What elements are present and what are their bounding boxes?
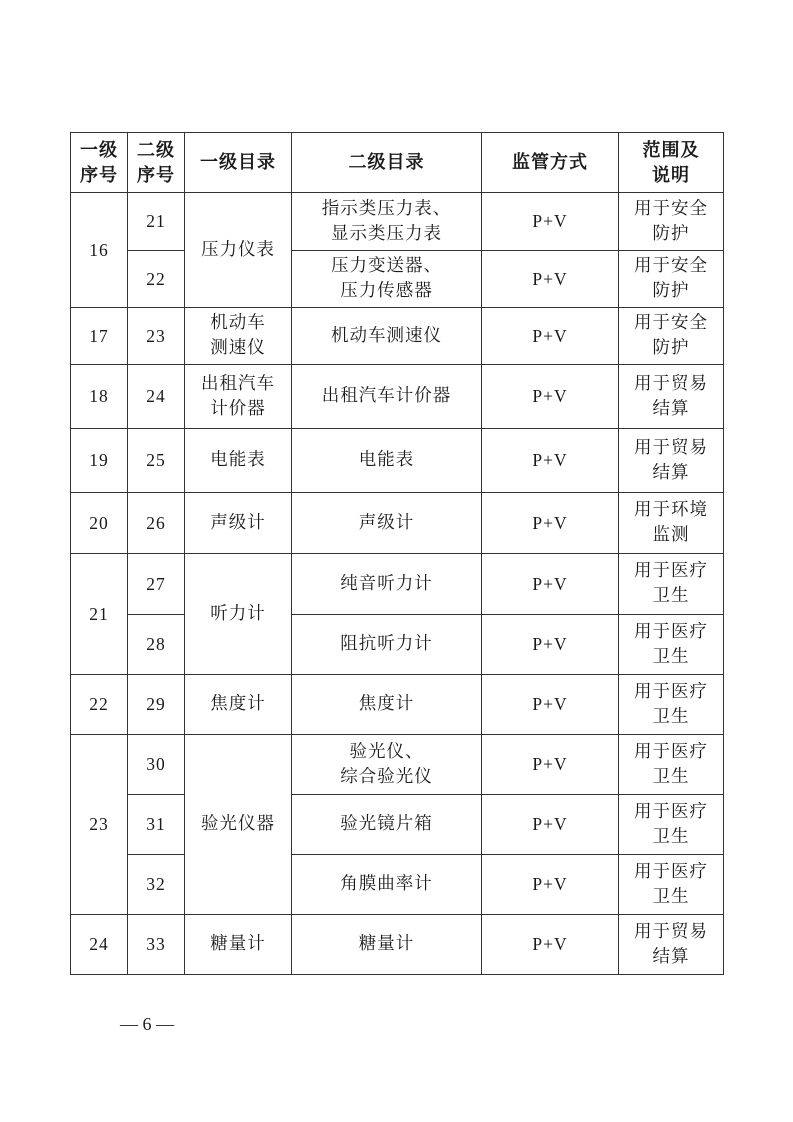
scope-cell: 用于医疗 卫生 xyxy=(619,735,724,795)
level2-no-cell: 22 xyxy=(128,251,185,308)
level1-no-cell: 24 xyxy=(71,915,128,975)
level1-no-cell: 16 xyxy=(71,193,128,308)
level1-name-cell: 验光仪器 xyxy=(185,735,292,915)
method-cell: P+V xyxy=(482,795,619,855)
header-level1-name: 一级目录 xyxy=(185,133,292,193)
method-cell: P+V xyxy=(482,855,619,915)
table-row xyxy=(71,554,724,615)
catalog-table xyxy=(70,132,724,975)
level2-no-cell: 21 xyxy=(128,193,185,251)
level1-name-cell: 电能表 xyxy=(185,429,292,493)
level2-name-cell: 机动车测速仪 xyxy=(292,308,482,365)
level2-name-cell: 压力变送器、 压力传感器 xyxy=(292,251,482,308)
table-header-row xyxy=(71,133,724,193)
method-cell: P+V xyxy=(482,615,619,675)
scope-cell: 用于医疗 卫生 xyxy=(619,795,724,855)
table-row xyxy=(71,493,724,554)
level1-name-cell: 机动车 测速仪 xyxy=(185,308,292,365)
header-scope: 范围及 说明 xyxy=(619,133,724,193)
level1-name-cell: 出租汽车 计价器 xyxy=(185,365,292,429)
method-cell: P+V xyxy=(482,193,619,251)
header-method: 监管方式 xyxy=(482,133,619,193)
level1-no-cell: 19 xyxy=(71,429,128,493)
method-cell: P+V xyxy=(482,735,619,795)
level2-name-cell: 纯音听力计 xyxy=(292,554,482,615)
level2-name-cell: 指示类压力表、 显示类压力表 xyxy=(292,193,482,251)
table-row xyxy=(71,855,724,915)
method-cell: P+V xyxy=(482,429,619,493)
table-row xyxy=(71,251,724,308)
table-row xyxy=(71,915,724,975)
level2-name-cell: 糖量计 xyxy=(292,915,482,975)
scope-cell: 用于医疗 卫生 xyxy=(619,855,724,915)
table-row xyxy=(71,735,724,795)
level2-name-cell: 验光镜片箱 xyxy=(292,795,482,855)
page-number: — 6 — xyxy=(120,1014,174,1034)
level1-no-cell: 23 xyxy=(71,735,128,915)
level2-no-cell: 31 xyxy=(128,795,185,855)
level2-no-cell: 32 xyxy=(128,855,185,915)
method-cell: P+V xyxy=(482,915,619,975)
scope-cell: 用于贸易 结算 xyxy=(619,429,724,493)
table-row xyxy=(71,615,724,675)
level1-no-cell: 22 xyxy=(71,675,128,735)
level1-no-cell: 17 xyxy=(71,308,128,365)
level1-name-cell: 听力计 xyxy=(185,554,292,675)
level2-no-cell: 29 xyxy=(128,675,185,735)
method-cell: P+V xyxy=(482,675,619,735)
header-level2-name: 二级目录 xyxy=(292,133,482,193)
level2-name-cell: 声级计 xyxy=(292,493,482,554)
scope-cell: 用于医疗 卫生 xyxy=(619,675,724,735)
table-row xyxy=(71,429,724,493)
table-row xyxy=(71,675,724,735)
scope-cell: 用于安全 防护 xyxy=(619,193,724,251)
table-body xyxy=(71,193,724,975)
level2-no-cell: 23 xyxy=(128,308,185,365)
table-row xyxy=(71,365,724,429)
header-level1-no: 一级 序号 xyxy=(71,133,128,193)
level2-no-cell: 28 xyxy=(128,615,185,675)
scope-cell: 用于贸易 结算 xyxy=(619,365,724,429)
method-cell: P+V xyxy=(482,251,619,308)
level2-name-cell: 焦度计 xyxy=(292,675,482,735)
level2-name-cell: 阻抗听力计 xyxy=(292,615,482,675)
level1-name-cell: 焦度计 xyxy=(185,675,292,735)
level2-no-cell: 30 xyxy=(128,735,185,795)
method-cell: P+V xyxy=(482,308,619,365)
level2-no-cell: 33 xyxy=(128,915,185,975)
level2-no-cell: 26 xyxy=(128,493,185,554)
scope-cell: 用于安全 防护 xyxy=(619,308,724,365)
method-cell: P+V xyxy=(482,554,619,615)
method-cell: P+V xyxy=(482,365,619,429)
level1-no-cell: 20 xyxy=(71,493,128,554)
scope-cell: 用于医疗 卫生 xyxy=(619,615,724,675)
level1-no-cell: 21 xyxy=(71,554,128,675)
level2-name-cell: 验光仪、 综合验光仪 xyxy=(292,735,482,795)
level2-no-cell: 24 xyxy=(128,365,185,429)
scope-cell: 用于环境 监测 xyxy=(619,493,724,554)
scope-cell: 用于贸易 结算 xyxy=(619,915,724,975)
level1-name-cell: 压力仪表 xyxy=(185,193,292,308)
level1-no-cell: 18 xyxy=(71,365,128,429)
level1-name-cell: 糖量计 xyxy=(185,915,292,975)
scope-cell: 用于医疗 卫生 xyxy=(619,554,724,615)
header-level2-no: 二级 序号 xyxy=(128,133,185,193)
level2-name-cell: 出租汽车计价器 xyxy=(292,365,482,429)
level2-no-cell: 27 xyxy=(128,554,185,615)
level2-name-cell: 角膜曲率计 xyxy=(292,855,482,915)
table-row xyxy=(71,193,724,251)
method-cell: P+V xyxy=(482,493,619,554)
table-row xyxy=(71,795,724,855)
level2-name-cell: 电能表 xyxy=(292,429,482,493)
scope-cell: 用于安全 防护 xyxy=(619,251,724,308)
table-row xyxy=(71,308,724,365)
level1-name-cell: 声级计 xyxy=(185,493,292,554)
level2-no-cell: 25 xyxy=(128,429,185,493)
